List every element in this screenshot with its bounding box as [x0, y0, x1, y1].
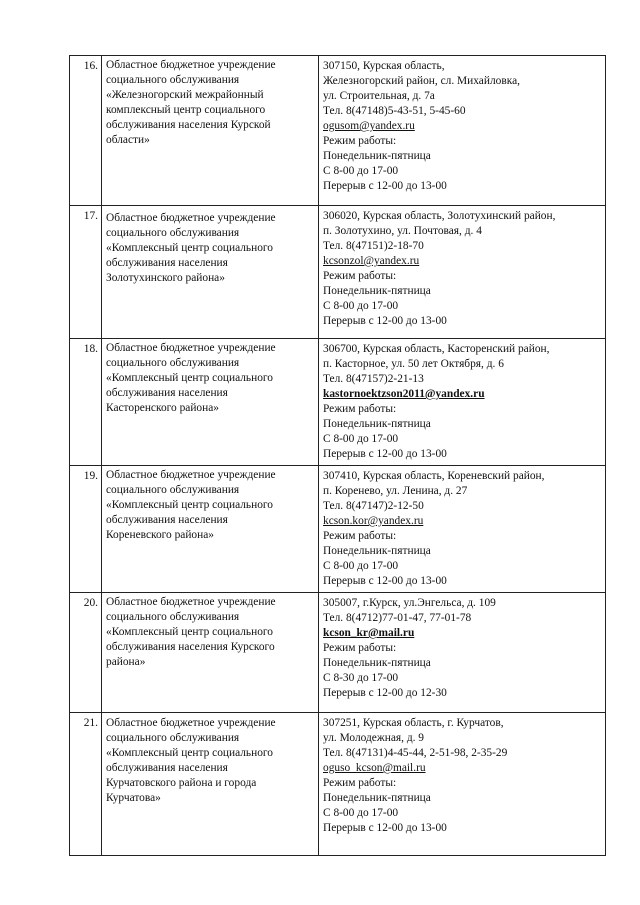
institution-name-line: социального обслуживания — [106, 74, 240, 86]
address-line: Тел. 8(47147)2-12-50 — [323, 500, 424, 512]
address-line: 306020, Курская область, Золотухинский район, — [323, 210, 556, 222]
institution-name-line: Областное бюджетное учреждение — [106, 596, 276, 608]
institution-name-cell — [102, 206, 319, 339]
institution-name-cell — [102, 339, 319, 466]
address-line: ул. Молодежная, д. 9 — [323, 732, 425, 744]
schedule-line: Понедельник-пятница — [323, 792, 431, 804]
schedule-line: С 8-00 до 17-00 — [323, 300, 399, 312]
institution-name-line: «Комплексный центр социального — [106, 626, 274, 638]
institution-name-line: «Комплексный центр социального — [106, 372, 274, 384]
institution-name-line: обслуживания населения — [106, 514, 228, 526]
institution-name-line: Областное бюджетное учреждение — [106, 212, 276, 224]
email-link[interactable]: kastornoektzson2011@yandex.ru — [323, 388, 485, 400]
schedule-line: Понедельник-пятница — [323, 418, 431, 430]
institution-name-cell — [102, 593, 319, 713]
contact-cell — [319, 206, 606, 339]
schedule-line: С 8-00 до 17-00 — [323, 807, 399, 819]
schedule-line: Перерыв с 12-00 до 13-00 — [323, 822, 447, 834]
institution-name-cell — [102, 713, 319, 856]
address-line: 305007, г.Курск, ул.Энгельса, д. 109 — [323, 597, 496, 609]
table-row — [70, 466, 606, 593]
address-line: п. Золотухино, ул. Почтовая, д. 4 — [323, 225, 482, 237]
institution-name-line: «Комплексный центр социального — [106, 499, 274, 511]
institution-name-line: «Железногорский межрайонный — [106, 89, 264, 101]
schedule-line: Режим работы: — [323, 530, 397, 542]
schedule-line: Перерыв с 12-00 до 13-00 — [323, 575, 447, 587]
institution-name-line: «Комплексный центр социального — [106, 242, 274, 254]
row-number: 18. — [70, 339, 102, 466]
schedule-line: С 8-00 до 17-00 — [323, 560, 399, 572]
address-line: 307150, Курская область, — [323, 60, 445, 72]
institution-name-line: обслуживания населения — [106, 762, 228, 774]
contact-cell — [319, 713, 606, 856]
table-row — [70, 593, 606, 713]
institution-name-line: Курчатовского района и города — [106, 777, 257, 789]
table-row — [70, 56, 606, 206]
address-line: Тел. 8(47131)4-45-44, 2-51-98, 2-35-29 — [323, 747, 508, 759]
institution-name-line: области» — [106, 134, 150, 146]
address-line: Тел. 8(47157)2-21-13 — [323, 373, 424, 385]
schedule-line: Понедельник-пятница — [323, 657, 431, 669]
row-number: 16. — [70, 56, 102, 206]
schedule-line: Перерыв с 12-00 до 12-30 — [323, 687, 447, 699]
email-link[interactable]: oguso_kcson@mail.ru — [323, 762, 426, 774]
schedule-line: С 8-00 до 17-00 — [323, 433, 399, 445]
schedule-line: Перерыв с 12-00 до 13-00 — [323, 180, 447, 192]
schedule-line: С 8-00 до 17-00 — [323, 165, 399, 177]
row-number: 21. — [70, 713, 102, 856]
address-line: 307251, Курская область, г. Курчатов, — [323, 717, 504, 729]
address-line: 307410, Курская область, Кореневский район, — [323, 470, 545, 482]
institution-name-line: Областное бюджетное учреждение — [106, 469, 276, 481]
schedule-line: Режим работы: — [323, 270, 397, 282]
schedule-line: Перерыв с 12-00 до 13-00 — [323, 448, 447, 460]
institution-name-line: Областное бюджетное учреждение — [106, 59, 276, 71]
table-body — [70, 56, 606, 856]
row-number: 19. — [70, 466, 102, 593]
contact-cell — [319, 466, 606, 593]
address-line: 306700, Курская область, Касторенский район, — [323, 343, 550, 355]
address-line: п. Коренево, ул. Ленина, д. 27 — [323, 485, 468, 497]
institution-name-line: социального обслуживания — [106, 484, 240, 496]
address-line: Тел. 8(47148)5-43-51, 5-45-60 — [323, 105, 466, 117]
table-row — [70, 339, 606, 466]
schedule-line: Понедельник-пятница — [323, 150, 431, 162]
institutions-table — [69, 55, 606, 856]
row-number: 20. — [70, 593, 102, 713]
table-row — [70, 206, 606, 339]
institution-name-line: социального обслуживания — [106, 227, 240, 239]
address-line: Тел. 8(47151)2-18-70 — [323, 240, 424, 252]
institution-name-line: социального обслуживания — [106, 611, 240, 623]
contact-cell — [319, 593, 606, 713]
institution-name-line: Областное бюджетное учреждение — [106, 342, 276, 354]
institution-name-line: Курчатова» — [106, 792, 161, 804]
institution-name-line: обслуживания населения — [106, 387, 228, 399]
contact-cell — [319, 339, 606, 466]
institution-name-line: обслуживания населения Курской — [106, 119, 271, 131]
email-link[interactable]: kcson.kor@yandex.ru — [323, 515, 424, 527]
schedule-line: Режим работы: — [323, 777, 397, 789]
institution-name-line: Кореневского района» — [106, 529, 214, 541]
schedule-line: С 8-30 до 17-00 — [323, 672, 399, 684]
contact-cell — [319, 56, 606, 206]
institution-name-line: Касторенского района» — [106, 402, 219, 414]
institution-name-line: района» — [106, 656, 146, 668]
institution-name-line: комплексный центр социального — [106, 104, 266, 116]
institution-name-line: обслуживания населения Курского — [106, 641, 275, 653]
schedule-line: Режим работы: — [323, 135, 397, 147]
address-line: п. Касторное, ул. 50 лет Октября, д. 6 — [323, 358, 504, 370]
schedule-line: Режим работы: — [323, 642, 397, 654]
institution-name-cell — [102, 56, 319, 206]
institution-name-cell — [102, 466, 319, 593]
institution-name-line: Областное бюджетное учреждение — [106, 717, 276, 729]
address-line: ул. Строительная, д. 7а — [323, 90, 435, 102]
institution-name-line: социального обслуживания — [106, 732, 240, 744]
email-link[interactable]: kcsonzol@yandex.ru — [323, 255, 420, 267]
schedule-line: Понедельник-пятница — [323, 285, 431, 297]
schedule-line: Перерыв с 12-00 до 13-00 — [323, 315, 447, 327]
address-line: Тел. 8(4712)77-01-47, 77-01-78 — [323, 612, 472, 624]
institution-name-line: Золотухинского района» — [106, 272, 225, 284]
schedule-line: Режим работы: — [323, 403, 397, 415]
schedule-line: Понедельник-пятница — [323, 545, 431, 557]
row-number: 17. — [70, 206, 102, 339]
email-link[interactable]: kcson_kr@mail.ru — [323, 627, 415, 639]
table-row — [70, 713, 606, 856]
institution-name-line: обслуживания населения — [106, 257, 228, 269]
institution-name-line: «Комплексный центр социального — [106, 747, 274, 759]
institution-name-line: социального обслуживания — [106, 357, 240, 369]
address-line: Железногорский район, сл. Михайловка, — [323, 75, 520, 87]
email-link[interactable]: ogusom@yandex.ru — [323, 120, 415, 132]
